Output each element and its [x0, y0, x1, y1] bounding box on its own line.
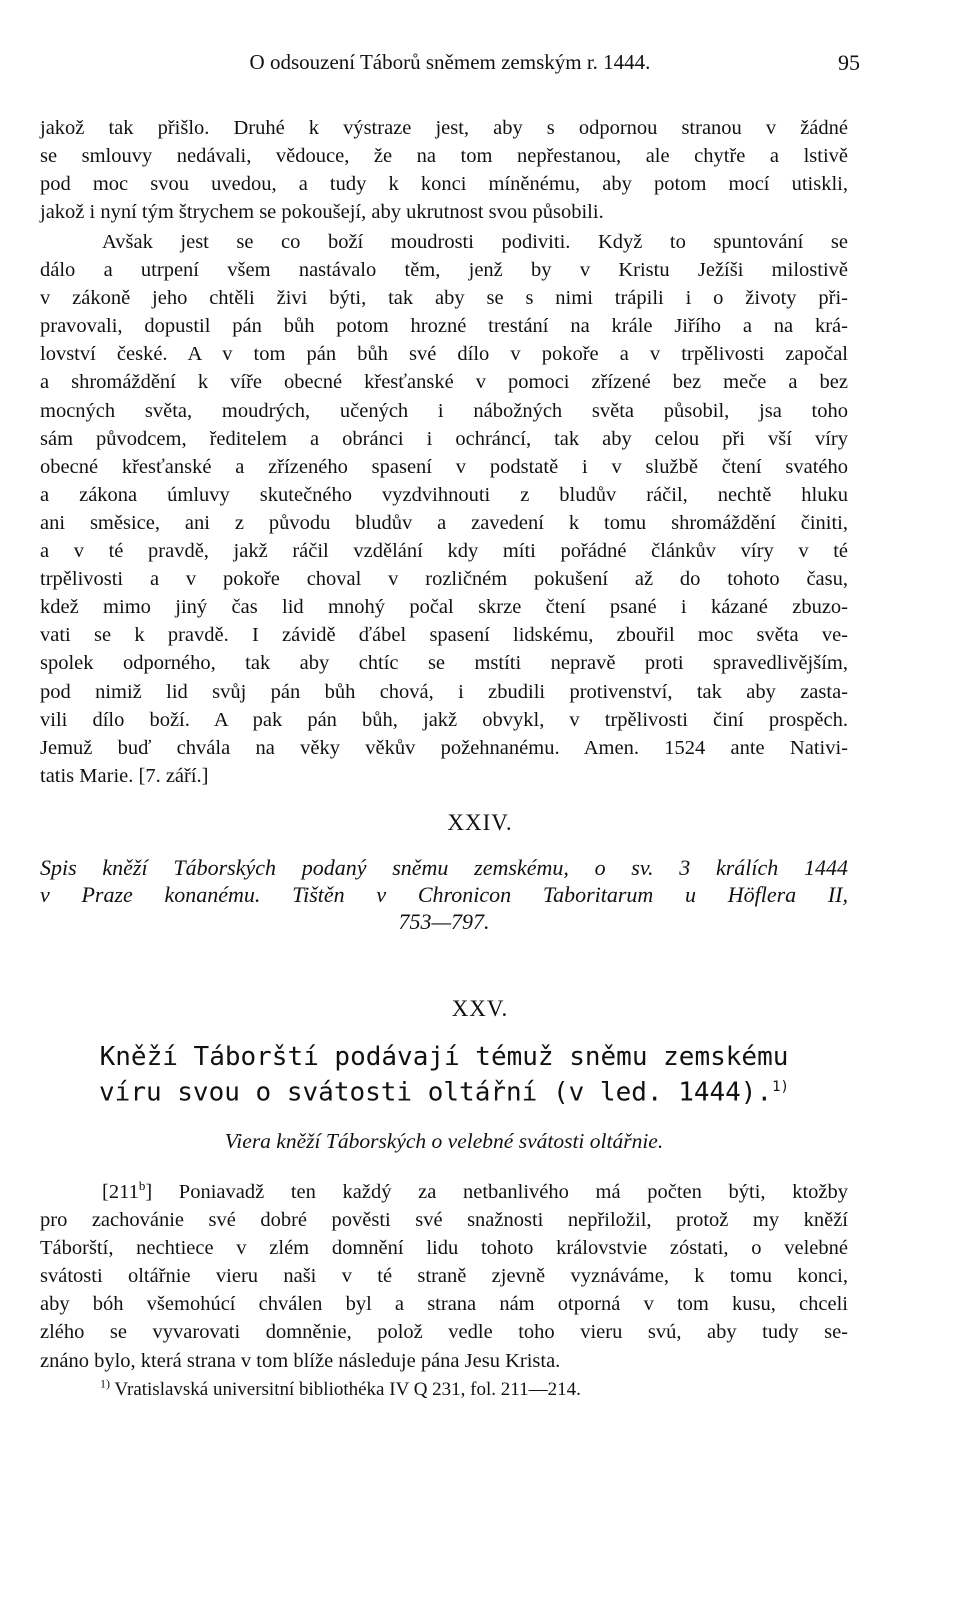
- text-line: se smlouvy nedávali, vědouce, že na tom nepřestanou, ale chytře a lstivě: [40, 145, 848, 168]
- description-line: 753—797.: [398, 909, 490, 934]
- running-head: [40, 50, 860, 80]
- text-line: pod moc svou uvedou, a tudy k konci míněnému, aby potom mocí utiskli,: [40, 173, 848, 196]
- text-line: znáno bylo, která strana v tom blíže následuje pána Jesu Krista.: [40, 1349, 561, 1372]
- text-line: jakož i nyní tým štrychem se pokoušejí, aby ukrutnost svou působili.: [40, 201, 604, 224]
- section-xxiv-description: [40, 854, 848, 935]
- text-line: dálo a utrpení všem nastávalo těm, jenž by v Kristu Ježíši milostivě: [40, 259, 848, 282]
- text-line: lovství české. A v tom pán bůh své dílo v pokoře a v trpělivosti započal: [40, 343, 848, 366]
- text-line: tatis Marie. [7. září.]: [40, 764, 209, 787]
- footnote-text: Vratislavská universitní bibliothéka IV Q 231, fol. 211—214.: [110, 1379, 581, 1400]
- text-line: pravovali, dopustil pán bůh potom hrozné trestání na krále Jiřího a na krá-: [40, 315, 848, 338]
- title-line: [40, 1072, 848, 1108]
- footnote: [100, 1377, 860, 1403]
- folio-ref-close: ]: [145, 1181, 153, 1203]
- text-line: Táborští, nechtiece v zlém domnění lidu tohoto královstvie zóstati, o velebné: [40, 1237, 848, 1260]
- text-line: a zákona úmluvy skutečného vyzdvihnouti z bludův ráčil, nechtě hluku: [40, 483, 848, 506]
- paragraph-1: [40, 114, 848, 226]
- text-line-rest: Poniavadž ten každý za netbanlivého má počten býti, ktožby: [152, 1181, 848, 1203]
- description-line: v Praze konanému. Tištěn v Chronicon Taboritarum u Höflera II,: [40, 882, 848, 907]
- section-xxv-subtitle: Viera kněží Táborských o velebné svátosti oltářnie.: [224, 1129, 664, 1153]
- text-line: kdež mimo jiný čas lid mnohý počal skrze čtení psané i kázané zbuzo-: [40, 596, 848, 619]
- text-line: a shromáždění k víře obecné křesťanské v pomoci zřízené bez meče a bez: [40, 371, 848, 394]
- page-number: 95: [838, 50, 860, 75]
- text-line: pod nimiž lid svůj pán bůh chová, i zbudili protivenství, tak aby zasta-: [40, 680, 848, 703]
- paragraph-2: [40, 228, 848, 790]
- text-line: mocných světa, moudrých, učených i nábožných světa působil, jsa toho: [40, 399, 848, 422]
- text-line: trpělivosti a v pokoře choval v rozličném pokušení až do tohoto času,: [40, 568, 848, 591]
- section-number-xxv: XXV.: [451, 996, 509, 1021]
- text-line: sám původcem, ředitelem a obránci i ochráncí, tak aby celou při vší víry: [40, 427, 848, 450]
- text-line: spolek odporného, tak aby chtíc se mstíti nepravě proti spravedlivějším,: [40, 652, 848, 675]
- running-title: O odsouzení Táborů sněmem zemským r. 1444.: [249, 50, 651, 74]
- text-line: jakož tak přišlo. Druhé k výstraze jest, aby s odpornou stranou v žádné: [40, 117, 848, 139]
- footnote-mark: 1): [772, 1079, 789, 1095]
- title-line: Kněží Táborští podávají témuž sněmu zemskému: [99, 1042, 789, 1072]
- text-line: zlého se vyvarovati domněnie, polož vedle toho vieru svú, aby tudy se-: [40, 1321, 848, 1344]
- title-line-text: víru svou o svátosti oltářní (v led. 1444).: [99, 1077, 773, 1108]
- text-line: svátosti oltářnie vieru naši v té straně zjevně vyznáváme, k tomu konci,: [40, 1265, 848, 1288]
- description-line: Spis kněží Táborských podaný sněmu zemskému, o sv. 3 králích 1444: [40, 855, 848, 880]
- footnote-mark: 1): [100, 1376, 110, 1391]
- text-line: Avšak jest se co boží moudrosti podiviti. Když to spuntování se: [102, 231, 848, 253]
- text-line: aby bóh všemohúcí chválen byl a strana nám otporná v tom kusu, chceli: [40, 1293, 848, 1316]
- section-xxv-title: [40, 1042, 848, 1108]
- text-line: a v té pravdě, jakž ráčil vzdělání kdy míti pořádné článkův víry v té: [40, 540, 848, 563]
- folio-ref: [211: [102, 1181, 139, 1203]
- text-line: Jemuž buď chvála na věky věkův požehnanému. Amen. 1524 ante Nativi-: [40, 736, 848, 759]
- text-line: obecné křesťanské a zřízeného spasení v podstatě i v službě čtení svatého: [40, 455, 848, 478]
- text-line: vili dílo boží. A pak pán bůh, jakž obvykl, v trpělivosti činí prospěch.: [40, 708, 848, 731]
- text-line: pro zachovánie své dobré pověsti své snažnosti nepřiložil, protož my kněží: [40, 1209, 848, 1232]
- text-line: [40, 1178, 848, 1206]
- text-line: vati se k pravdě. I závidě ďábel spasení lidskému, zbouřil moc světa ve-: [40, 624, 848, 647]
- section-xxv-text: [40, 1178, 848, 1375]
- folio-ref-sup: b: [138, 1178, 146, 1194]
- text-line: ani směsice, ani z původu bludův a zavedení k tomu shromáždění činiti,: [40, 511, 848, 534]
- section-number-xxiv: XXIV.: [447, 810, 513, 835]
- text-line: v zákoně jeho chtěli živi býti, tak aby se s nimi trápili i o životy při-: [40, 287, 848, 310]
